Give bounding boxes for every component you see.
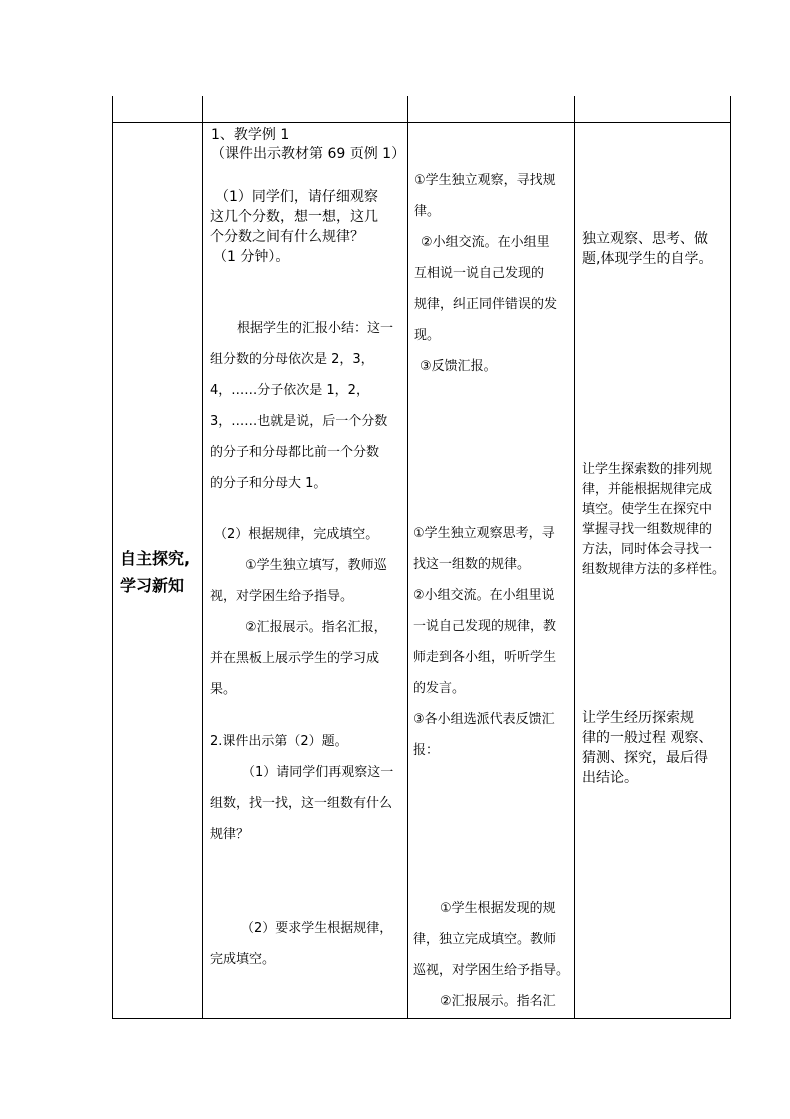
student-activity-2-line-2: 找这一组数的规律。 <box>413 557 531 572</box>
design-intent-2-line-4: 掌握寻找一组数规律的 <box>582 522 713 537</box>
summary-line-4: 3，……也就是说，后一个分数 <box>210 414 388 429</box>
student-activity-2-line-1: ①学生独立观察思考，寻 <box>413 526 555 541</box>
student-activity-1-line-6: 现。 <box>414 328 441 343</box>
question-2-line-2: ①学生独立填写，教师巡 <box>245 558 387 573</box>
student-activity-1-line-5: 规律，纠正同伴错误的发 <box>414 297 558 312</box>
example-title: 1、教学例 1 <box>211 127 290 143</box>
section-label-line-2: 学习新知 <box>120 576 185 595</box>
student-activity-1-line-4: 互相说一说自己发现的 <box>414 266 545 281</box>
student-activity-3-line-2: 律，独立完成填空。教师 <box>413 932 557 947</box>
task-2-line-4: 规律？ <box>210 827 250 842</box>
design-intent-1-line-2: 题,体现学生的自学。 <box>582 251 713 267</box>
summary-line-5: 的分子和分母都比前一个分数 <box>210 445 380 460</box>
design-intent-2-line-6: 组数规律方法的多样性。 <box>582 562 726 577</box>
student-activity-2-line-5: 师走到各小组，听听学生 <box>413 650 557 665</box>
student-activity-2-line-7: ③各小组选派代表反馈汇 <box>413 712 555 727</box>
col-border-3 <box>407 96 408 1019</box>
task-2-line-3: 组数，找一找，这一组数有什么 <box>210 796 393 811</box>
design-intent-3-line-1: 让学生经历探索规 <box>582 710 694 726</box>
task-2-line-2: （1）请同学们再观察这一 <box>242 765 394 780</box>
question-2-line-6: 果。 <box>210 682 237 697</box>
question-1-line-1: （1）同学们，请仔细观察 <box>215 189 378 205</box>
question-2-line-3: 视，对学困生给予指导。 <box>210 589 354 604</box>
student-activity-2-line-4: 一说自己发现的规律，教 <box>413 619 557 634</box>
student-activity-2-line-6: 的发言。 <box>413 681 466 696</box>
design-intent-2-line-3: 填空。使学生在探究中 <box>582 502 713 517</box>
row-border-bottom <box>112 1018 731 1019</box>
col-border-2 <box>202 96 203 1019</box>
student-activity-2-line-8: 报： <box>413 743 440 758</box>
student-activity-1-line-2: 律。 <box>414 204 441 219</box>
question-2-line-5: 并在黑板上展示学生的学习成 <box>210 651 380 666</box>
summary-line-6: 的分子和分母大 1。 <box>210 476 327 491</box>
design-intent-3-line-2: 律的一般过程 观察、 <box>582 730 713 746</box>
summary-line-1: 根据学生的汇报小结：这一 <box>237 321 394 336</box>
task-2-line-1: 2.课件出示第（2）题。 <box>210 734 348 749</box>
example-source: （课件出示教材第 69 页例 1） <box>211 146 406 162</box>
summary-line-2: 组分数的分母依次是 2，3， <box>210 352 374 367</box>
question-2-line-4: ②汇报展示。指名汇报， <box>245 620 387 635</box>
col-border-4 <box>574 96 575 1019</box>
col-border-1 <box>112 96 113 1019</box>
row-border-top <box>112 122 731 123</box>
design-intent-1-line-1: 独立观察、思考、做 <box>582 231 708 247</box>
design-intent-2-line-1: 让学生探索数的排列规 <box>582 462 713 477</box>
design-intent-3-line-4: 出结论。 <box>582 770 638 786</box>
question-1-line-3: 个分数之间有什么规律？ <box>210 229 364 245</box>
task-2-sub-line-2: 完成填空。 <box>210 952 276 967</box>
design-intent-2-line-2: 律，并能根据规律完成 <box>582 482 713 497</box>
section-label-line-1: 自主探究, <box>120 549 191 568</box>
col-border-5 <box>730 96 731 1019</box>
design-intent-3-line-3: 猜测、探究，最后得 <box>582 750 708 766</box>
task-2-sub-line-1: （2）要求学生根据规律， <box>241 921 393 936</box>
design-intent-2-line-5: 方法，同时体会寻找一 <box>582 542 713 557</box>
student-activity-1-line-1: ①学生独立观察，寻找规 <box>414 173 556 188</box>
student-activity-3-line-1: ①学生根据发现的规 <box>440 901 556 916</box>
summary-line-3: 4，……分子依次是 1，2， <box>210 383 369 398</box>
student-activity-3-line-3: 巡视，对学困生给予指导。 <box>413 963 570 978</box>
student-activity-2-line-3: ②小组交流。在小组里说 <box>413 588 555 603</box>
question-1-line-2: 这几个分数，想一想，这几 <box>210 209 378 225</box>
student-activity-3-line-4: ②汇报展示。指名汇 <box>440 994 556 1009</box>
question-1-line-4: （1 分钟）。 <box>213 249 290 265</box>
student-activity-1-line-3: ②小组交流。在小组里 <box>421 235 550 250</box>
question-2-line-1: （2）根据规律，完成填空。 <box>214 527 379 542</box>
student-activity-1-line-7: ③反馈汇报。 <box>420 359 497 374</box>
